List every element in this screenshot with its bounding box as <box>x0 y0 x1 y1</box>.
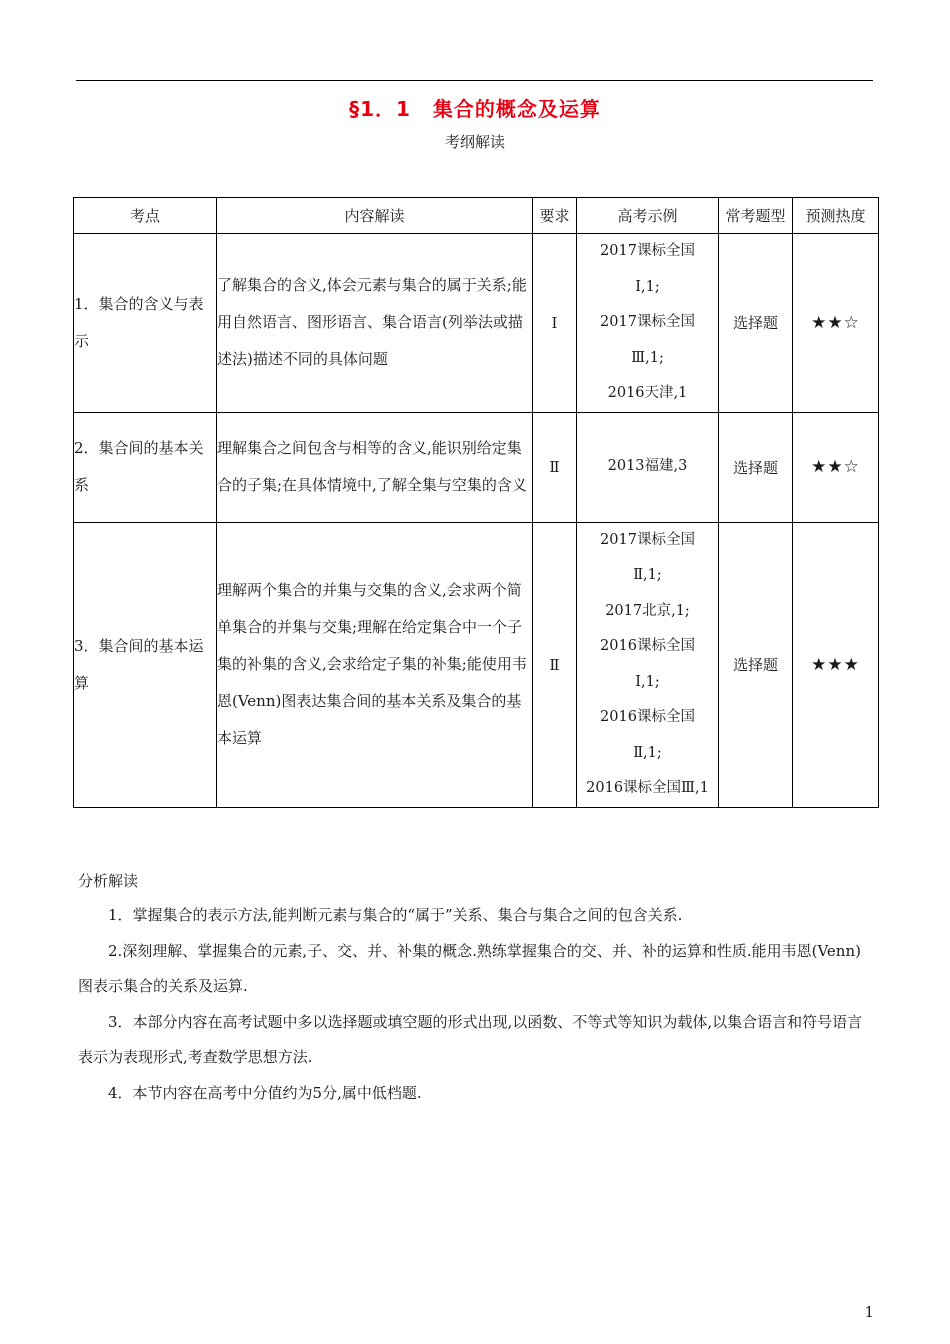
table-row <box>74 412 879 522</box>
row-content: 理解集合之间包含与相等的含义,能识别给定集合的子集;在具体情境中,了解全集与空集的含义 <box>217 412 533 522</box>
header-rule <box>76 80 873 81</box>
analysis-heading: 分析解读 <box>78 872 139 890</box>
row-examples <box>577 522 719 807</box>
analysis-item: 1．掌握集合的表示方法,能判断元素与集合的“属于”关系、集合与集合之间的包含关系. <box>108 906 683 924</box>
table-row <box>74 522 879 807</box>
syllabus-table <box>73 197 879 808</box>
analysis-item: 4．本节内容在高考中分值约为5分,属中低档题. <box>108 1083 422 1102</box>
row-point: 2．集合间的基本关系 <box>74 412 217 522</box>
row-heat-stars: ★★☆ <box>793 234 879 413</box>
header-point: 考点 <box>74 198 217 234</box>
subtitle: 考纲解读 <box>444 133 505 151</box>
example-line: 2016天津,1 <box>607 385 688 401</box>
row-heat-stars: ★★★ <box>793 522 879 807</box>
row-heat-stars: ★★☆ <box>793 412 879 522</box>
header-level: 要求 <box>533 198 577 234</box>
row-level: Ⅰ <box>533 234 577 413</box>
example-line: 2017课标全国 <box>600 243 695 259</box>
row-level: Ⅱ <box>533 412 577 522</box>
section-number: §1．1 <box>349 97 411 121</box>
analysis-item: 2.深刻理解、掌握集合的元素,子、交、并、补集的概念.熟练掌握集合的交、并、补的运算和性质.能用韦恩(Venn)图表示集合的关系及运算. <box>78 941 861 995</box>
header-examples: 高考示例 <box>577 198 719 234</box>
example-line: Ⅲ,1; <box>631 349 664 366</box>
header-heat: 预测热度 <box>793 198 879 234</box>
row-content: 理解两个集合的并集与交集的含义,会求两个简单集合的并集与交集;理解在给定集合中一个子集的补集的含义,会求给定子集的补集;能使用韦恩(Venn)图表达集合间的基本关系及集合的基本运算 <box>217 522 533 807</box>
section-title <box>0 93 950 122</box>
row-type: 选择题 <box>719 412 793 522</box>
page-number: 1 <box>864 1303 874 1321</box>
example-line: 2013福建,3 <box>607 458 688 475</box>
example-line: 2016课标全国 <box>600 709 695 725</box>
example-line: 2017课标全国 <box>600 314 695 330</box>
example-line: 2016课标全国Ⅲ,1 <box>586 780 709 796</box>
row-point: 3．集合间的基本运算 <box>74 522 217 807</box>
example-line: Ⅰ,1; <box>635 278 660 295</box>
example-line: 2017课标全国 <box>600 531 695 548</box>
row-examples <box>577 412 719 522</box>
example-line: Ⅰ,1; <box>635 673 660 690</box>
row-type: 选择题 <box>719 234 793 413</box>
row-type: 选择题 <box>719 522 793 807</box>
header-type: 常考题型 <box>719 198 793 234</box>
row-examples <box>577 234 719 413</box>
row-content: 了解集合的含义,体会元素与集合的属于关系;能用自然语言、图形语言、集合语言(列举法或描述法)描述不同的具体问题 <box>217 234 533 413</box>
row-point: 1．集合的含义与表示 <box>74 234 217 413</box>
row-level: Ⅱ <box>533 522 577 807</box>
table-row <box>74 234 879 413</box>
table-header-row <box>74 198 879 234</box>
section-title-text: 集合的概念及运算 <box>432 97 601 121</box>
example-line: 2017北京,1; <box>605 602 690 619</box>
analysis-item: 3．本部分内容在高考试题中多以选择题或填空题的形式出现,以函数、不等式等知识为载体,以集合语言和符号语言表示为表现形式,考查数学思想方法. <box>78 1012 863 1066</box>
header-content: 内容解读 <box>217 198 533 234</box>
example-line: Ⅱ,1; <box>633 567 662 583</box>
example-line: 2016课标全国 <box>600 638 695 654</box>
example-line: Ⅱ,1; <box>633 744 662 761</box>
analysis-list <box>78 898 874 1111</box>
